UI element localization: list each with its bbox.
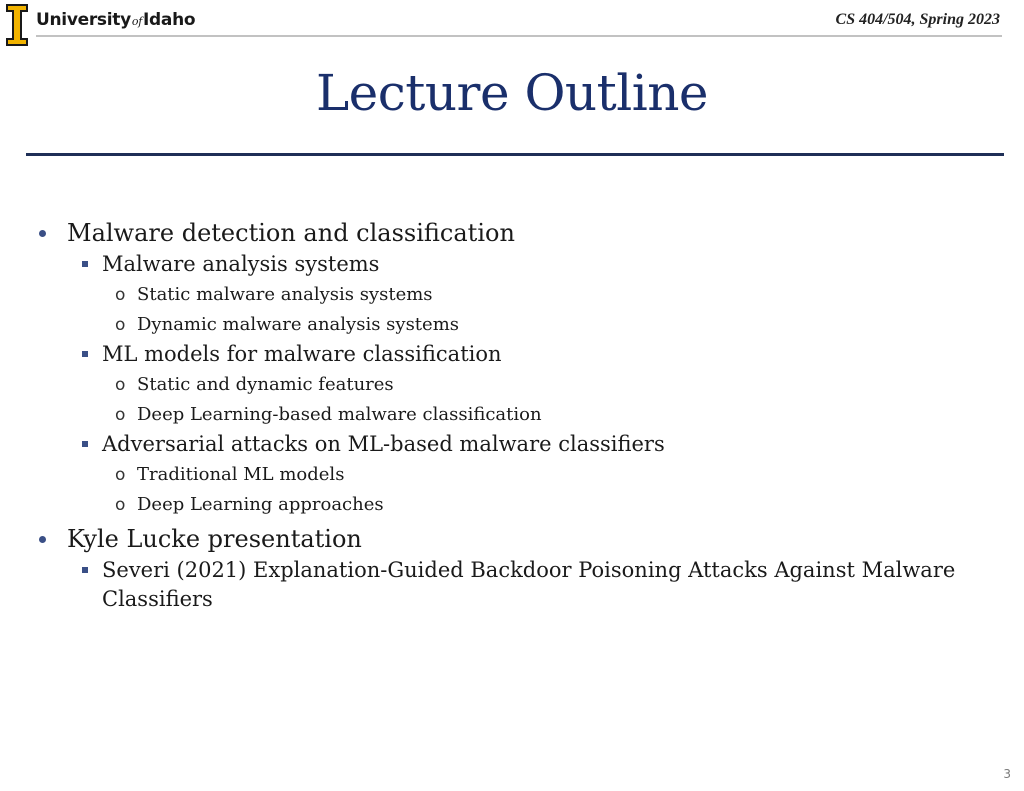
logo-university-text: University (36, 10, 131, 30)
outline-subsubitem-label: Dynamic malware analysis systems (137, 314, 459, 335)
bullet-o-icon: o (115, 315, 126, 335)
outline-sublist (67, 556, 966, 614)
bullet-o-icon: o (115, 375, 126, 395)
bullet-square-icon (82, 567, 88, 573)
outline-sublist (67, 250, 966, 520)
outline-subsubitem (102, 460, 966, 490)
outline-item-label: Kyle Lucke presentation (67, 525, 362, 553)
outline-subsubitem-label: Deep Learning-based malware classification (137, 404, 542, 425)
bullet-o-icon: o (115, 405, 126, 425)
bullet-square-icon (82, 351, 88, 357)
outline-subsubitem (102, 370, 966, 400)
outline-subsubitem-label: Traditional ML models (137, 464, 345, 485)
outline-subsubitem-label: Static malware analysis systems (137, 284, 433, 305)
outline-subsubitem-label: Deep Learning approaches (137, 494, 384, 515)
outline-subitem-label: Severi (2021) Explanation-Guided Backdoor Poisoning Attacks Against Malware Classifiers (102, 558, 956, 611)
bullet-square-icon (82, 261, 88, 267)
outline-subitem (67, 556, 966, 614)
logo-wordmark (36, 10, 195, 30)
outline-subitem (67, 340, 966, 430)
outline-subsublist (102, 460, 966, 520)
outline-subsubitem-label: Static and dynamic features (137, 374, 394, 395)
title-divider (26, 153, 1004, 156)
bullet-circle-icon (39, 230, 46, 237)
outline-item (26, 216, 966, 520)
outline-subitem (67, 250, 966, 340)
university-of-idaho-i-logo-icon (6, 4, 28, 46)
outline-item (26, 522, 966, 614)
outline-subsubitem (102, 310, 966, 340)
bullet-square-icon (82, 441, 88, 447)
outline-subsubitem (102, 280, 966, 310)
outline-item-label: Malware detection and classification (67, 219, 515, 247)
outline-subitem (67, 430, 966, 520)
page-number: 3 (1003, 767, 1011, 781)
bullet-o-icon: o (115, 285, 126, 305)
slide-title: Lecture Outline (315, 64, 709, 122)
bullet-o-icon: o (115, 465, 126, 485)
header-divider (36, 35, 1002, 37)
outline-subitem-label: Malware analysis systems (102, 252, 380, 276)
logo-of-text: of (131, 15, 142, 28)
bullet-circle-icon (39, 536, 46, 543)
logo-idaho-text: Idaho (143, 10, 196, 30)
outline-subsubitem (102, 400, 966, 430)
outline-subsublist (102, 370, 966, 430)
lecture-outline (26, 216, 966, 614)
outline-subsubitem (102, 490, 966, 520)
outline-subitem-label: Adversarial attacks on ML-based malware classifiers (102, 432, 665, 456)
university-logo (6, 4, 195, 46)
bullet-o-icon: o (115, 495, 126, 515)
outline-subitem-label: ML models for malware classification (102, 342, 502, 366)
outline-subsublist (102, 280, 966, 340)
course-label: CS 404/504, Spring 2023 (835, 11, 1000, 28)
